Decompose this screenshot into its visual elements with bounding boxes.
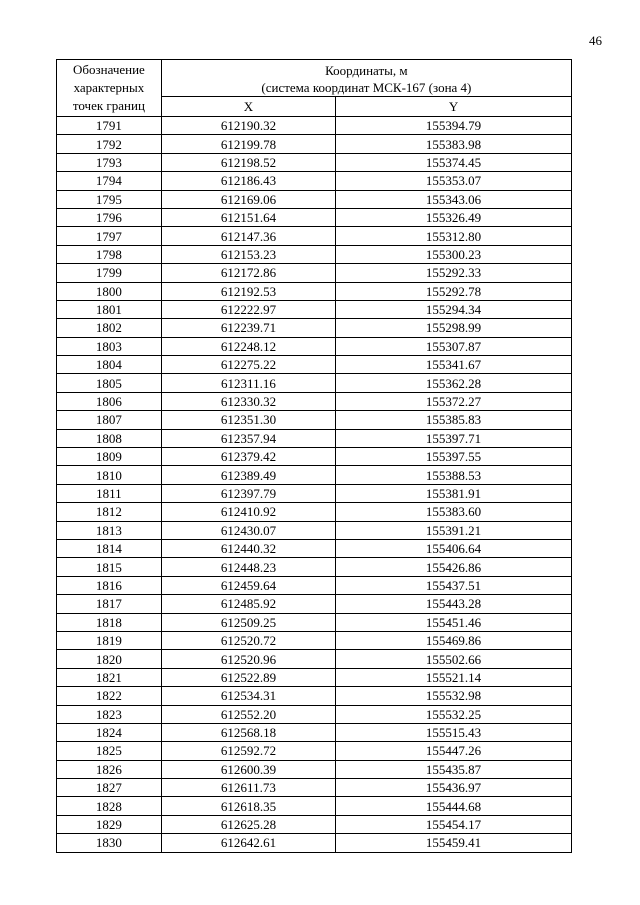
y-coordinate-cell: 155426.86 [336, 558, 572, 576]
y-coordinate-cell: 155385.83 [336, 411, 572, 429]
table-row [57, 613, 572, 631]
x-coordinate-cell: 612509.25 [161, 613, 335, 631]
point-id-cell: 1812 [57, 503, 162, 521]
table-row [57, 521, 572, 539]
point-id-cell: 1825 [57, 742, 162, 760]
point-id-cell: 1827 [57, 779, 162, 797]
x-coordinate-cell: 612379.42 [161, 448, 335, 466]
x-coordinate-cell: 612186.43 [161, 172, 335, 190]
x-coordinate-cell: 612153.23 [161, 245, 335, 263]
table-header [57, 60, 572, 117]
x-coordinate-cell: 612459.64 [161, 576, 335, 594]
table-row [57, 337, 572, 355]
table-row [57, 668, 572, 686]
x-coordinate-cell: 612311.16 [161, 374, 335, 392]
x-coordinate-cell: 612440.32 [161, 539, 335, 557]
x-coordinate-cell: 612625.28 [161, 815, 335, 833]
x-coordinate-cell: 612520.72 [161, 631, 335, 649]
y-coordinate-cell: 155532.98 [336, 687, 572, 705]
x-coordinate-cell: 612248.12 [161, 337, 335, 355]
point-id-cell: 1805 [57, 374, 162, 392]
table-row [57, 815, 572, 833]
table-row [57, 834, 572, 852]
coords-label-line: Координаты, м [325, 62, 408, 78]
y-coordinate-cell: 155443.28 [336, 595, 572, 613]
table-row [57, 153, 572, 171]
y-coordinate-cell: 155459.41 [336, 834, 572, 852]
point-id-cell: 1820 [57, 650, 162, 668]
point-label-line: Обозначение [72, 62, 145, 77]
point-id-cell: 1809 [57, 448, 162, 466]
table-row [57, 705, 572, 723]
table-row [57, 227, 572, 245]
table-row [57, 300, 572, 318]
x-coordinate-cell: 612522.89 [161, 668, 335, 686]
point-id-cell: 1815 [57, 558, 162, 576]
table-row [57, 117, 572, 135]
x-coordinate-cell: 612642.61 [161, 834, 335, 852]
x-coordinate-cell: 612448.23 [161, 558, 335, 576]
x-coordinate-cell: 612151.64 [161, 208, 335, 226]
table-row [57, 208, 572, 226]
table-row [57, 411, 572, 429]
y-coordinate-cell: 155372.27 [336, 392, 572, 410]
y-coordinate-cell: 155391.21 [336, 521, 572, 539]
table-row [57, 245, 572, 263]
x-coordinate-cell: 612222.97 [161, 300, 335, 318]
point-id-cell: 1791 [57, 117, 162, 135]
point-id-cell: 1796 [57, 208, 162, 226]
coordinates-table [56, 59, 572, 853]
coords-label-line: (система координат МСК-167 (зона 4) [261, 79, 472, 95]
table-row [57, 172, 572, 190]
table-row [57, 466, 572, 484]
table-row [57, 503, 572, 521]
point-id-cell: 1811 [57, 484, 162, 502]
y-coordinate-cell: 155451.46 [336, 613, 572, 631]
point-id-cell: 1797 [57, 227, 162, 245]
y-coordinate-cell: 155341.67 [336, 356, 572, 374]
coordinates-group-header [161, 60, 571, 97]
page-number: 46 [589, 33, 602, 48]
point-id-cell: 1814 [57, 539, 162, 557]
x-coordinate-cell: 612192.53 [161, 282, 335, 300]
point-id-cell: 1830 [57, 834, 162, 852]
x-coordinate-cell: 612275.22 [161, 356, 335, 374]
table-row [57, 558, 572, 576]
table-row [57, 264, 572, 282]
y-coordinate-cell: 155362.28 [336, 374, 572, 392]
table-row [57, 356, 572, 374]
x-coordinate-cell: 612169.06 [161, 190, 335, 208]
point-id-cell: 1807 [57, 411, 162, 429]
point-id-cell: 1794 [57, 172, 162, 190]
x-column-header: X [161, 97, 335, 117]
table-row [57, 742, 572, 760]
point-id-cell: 1802 [57, 319, 162, 337]
x-coordinate-cell: 612611.73 [161, 779, 335, 797]
y-coordinate-cell: 155298.99 [336, 319, 572, 337]
table-row [57, 484, 572, 502]
y-coordinate-cell: 155312.80 [336, 227, 572, 245]
point-id-cell: 1813 [57, 521, 162, 539]
x-coordinate-cell: 612410.92 [161, 503, 335, 521]
y-coordinate-cell: 155374.45 [336, 153, 572, 171]
y-coordinate-cell: 155406.64 [336, 539, 572, 557]
table-row [57, 650, 572, 668]
y-coordinate-cell: 155300.23 [336, 245, 572, 263]
table-row [57, 779, 572, 797]
point-id-cell: 1798 [57, 245, 162, 263]
table-row [57, 190, 572, 208]
y-coordinate-cell: 155436.97 [336, 779, 572, 797]
y-coordinate-cell: 155397.55 [336, 448, 572, 466]
x-coordinate-cell: 612485.92 [161, 595, 335, 613]
header-row-top [57, 60, 572, 97]
table-row [57, 723, 572, 741]
y-coordinate-cell: 155532.25 [336, 705, 572, 723]
x-coordinate-cell: 612430.07 [161, 521, 335, 539]
y-coordinate-cell: 155454.17 [336, 815, 572, 833]
y-coordinate-cell: 155521.14 [336, 668, 572, 686]
point-id-cell: 1828 [57, 797, 162, 815]
y-coordinate-cell: 155343.06 [336, 190, 572, 208]
table-row [57, 576, 572, 594]
point-id-cell: 1817 [57, 595, 162, 613]
table-row [57, 319, 572, 337]
x-coordinate-cell: 612618.35 [161, 797, 335, 815]
y-coordinate-cell: 155502.66 [336, 650, 572, 668]
y-coordinate-cell: 155326.49 [336, 208, 572, 226]
point-id-cell: 1804 [57, 356, 162, 374]
point-id-cell: 1808 [57, 429, 162, 447]
point-id-cell: 1800 [57, 282, 162, 300]
point-label-line: точек границ [72, 98, 145, 113]
y-coordinate-cell: 155444.68 [336, 797, 572, 815]
table-row [57, 282, 572, 300]
table-row [57, 135, 572, 153]
x-coordinate-cell: 612330.32 [161, 392, 335, 410]
x-coordinate-cell: 612147.36 [161, 227, 335, 245]
y-coordinate-cell: 155383.60 [336, 503, 572, 521]
y-coordinate-cell: 155388.53 [336, 466, 572, 484]
x-coordinate-cell: 612239.71 [161, 319, 335, 337]
x-coordinate-cell: 612397.79 [161, 484, 335, 502]
point-id-cell: 1821 [57, 668, 162, 686]
x-coordinate-cell: 612198.52 [161, 153, 335, 171]
point-id-cell: 1803 [57, 337, 162, 355]
point-label-header [57, 60, 162, 117]
x-coordinate-cell: 612520.96 [161, 650, 335, 668]
y-coordinate-cell: 155383.98 [336, 135, 572, 153]
x-coordinate-cell: 612389.49 [161, 466, 335, 484]
point-id-cell: 1823 [57, 705, 162, 723]
table-row [57, 392, 572, 410]
table-row [57, 797, 572, 815]
y-coordinate-cell: 155397.71 [336, 429, 572, 447]
y-coordinate-cell: 155394.79 [336, 117, 572, 135]
y-coordinate-cell: 155381.91 [336, 484, 572, 502]
table-row [57, 595, 572, 613]
table-row [57, 539, 572, 557]
table-row [57, 374, 572, 392]
x-coordinate-cell: 612552.20 [161, 705, 335, 723]
point-id-cell: 1824 [57, 723, 162, 741]
point-label-line: характерных [73, 80, 145, 95]
x-coordinate-cell: 612592.72 [161, 742, 335, 760]
y-coordinate-cell: 155469.86 [336, 631, 572, 649]
x-coordinate-cell: 612600.39 [161, 760, 335, 778]
table-row [57, 429, 572, 447]
table-row [57, 687, 572, 705]
point-id-cell: 1819 [57, 631, 162, 649]
y-coordinate-cell: 155292.78 [336, 282, 572, 300]
point-id-cell: 1795 [57, 190, 162, 208]
point-id-cell: 1822 [57, 687, 162, 705]
x-coordinate-cell: 612568.18 [161, 723, 335, 741]
y-coordinate-cell: 155447.26 [336, 742, 572, 760]
x-coordinate-cell: 612190.32 [161, 117, 335, 135]
y-column-header: Y [336, 97, 572, 117]
point-id-cell: 1826 [57, 760, 162, 778]
point-id-cell: 1793 [57, 153, 162, 171]
point-id-cell: 1806 [57, 392, 162, 410]
table-body [57, 117, 572, 853]
table-row [57, 760, 572, 778]
point-id-cell: 1829 [57, 815, 162, 833]
x-coordinate-cell: 612357.94 [161, 429, 335, 447]
point-id-cell: 1810 [57, 466, 162, 484]
point-id-cell: 1816 [57, 576, 162, 594]
y-coordinate-cell: 155294.34 [336, 300, 572, 318]
x-coordinate-cell: 612351.30 [161, 411, 335, 429]
y-coordinate-cell: 155515.43 [336, 723, 572, 741]
point-id-cell: 1818 [57, 613, 162, 631]
x-coordinate-cell: 612199.78 [161, 135, 335, 153]
x-coordinate-cell: 612172.86 [161, 264, 335, 282]
table-row [57, 448, 572, 466]
y-coordinate-cell: 155292.33 [336, 264, 572, 282]
x-coordinate-cell: 612534.31 [161, 687, 335, 705]
y-coordinate-cell: 155437.51 [336, 576, 572, 594]
table-row [57, 631, 572, 649]
point-id-cell: 1792 [57, 135, 162, 153]
y-coordinate-cell: 155435.87 [336, 760, 572, 778]
y-coordinate-cell: 155353.07 [336, 172, 572, 190]
point-id-cell: 1799 [57, 264, 162, 282]
point-id-cell: 1801 [57, 300, 162, 318]
y-coordinate-cell: 155307.87 [336, 337, 572, 355]
